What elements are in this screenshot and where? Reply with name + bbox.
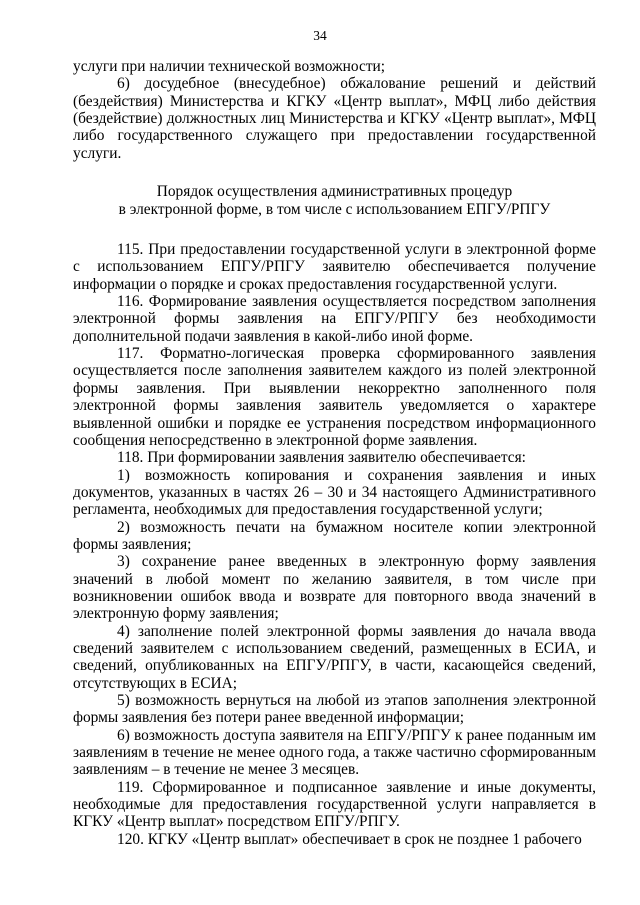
section-heading xyxy=(73,183,596,218)
paragraph: 115. При предоставлении государственной услуги в электронной форме с использованием ЕПГУ/РПГУ заявителю обеспечивается получение информации о порядке и сроках предоставления государственной услуги. xyxy=(73,241,596,293)
list-item: 4) заполнение полей электронной формы заявления до начала ввода сведений заявителем с использованием сведений, размещенных в ЕСИА, и сведений, опубликованных на ЕПГУ/РПГУ, в части, касающейся сведений, отсутствующих в ЕСИА; xyxy=(73,622,596,692)
paragraph: 119. Сформированное и подписанное заявление и иные документы, необходимые для предоставления государственной услуги направляется в КГКУ «Центр выплат» посредством ЕПГУ/РПГУ. xyxy=(73,778,596,831)
paragraph: 6) досудебное (внесудебное) обжалование решений и действий (бездействия) Министерства и КГКУ «Центр выплат», МФЦ либо действия (бездействие) должностных лиц Министерства и КГКУ «Центр выплат», МФЦ либо государственного служащего при предоставлении государственной услуги. xyxy=(73,75,596,162)
paragraph: 117. Форматно-логическая проверка сформированного заявления осуществляется после заполнения заявителем каждого из полей электронной формы заявления. При выявлении некорректно заполненного поля электронной формы заявления заявитель уведомляется о характере выявленной ошибки и порядке ее устранения посредством информационного сообщения непосредственно в электронной форме заявления. xyxy=(73,345,596,449)
section-heading-line: Порядок осуществления административных процедур xyxy=(156,183,513,201)
list-item: 3) сохранение ранее введенных в электронную форму заявления значений в любой момент по желанию заявителя, в том числе при возникновении ошибок ввода и возврате для повторного ввода значений в электронную форму заявления; xyxy=(73,553,596,623)
section-heading-line: в электронной форме, в том числе с использованием ЕПГУ/РПГУ xyxy=(118,200,551,218)
paragraph: услуги при наличии технической возможности; xyxy=(73,58,386,75)
list-item: 6) возможность доступа заявителя на ЕПГУ/РПГУ к ранее поданным им заявлениям в течение не менее одного года, а также частично сформированным заявлениям – в течение не менее 3 месяцев. xyxy=(73,726,596,779)
document-body xyxy=(73,58,596,848)
paragraph: 120. КГКУ «Центр выплат» обеспечивает в срок не позднее 1 рабочего xyxy=(117,830,582,848)
paragraph: 116. Формирование заявления осуществляется посредством заполнения электронной формы заявления на ЕПГУ/РПГУ без необходимости дополнительной подачи заявления в какой-либо иной форме. xyxy=(73,293,596,345)
list-item: 2) возможность печати на бумажном носителе копии электронной формы заявления; xyxy=(73,518,596,553)
page-number: 34 xyxy=(313,28,327,43)
list-item: 5) возможность вернуться на любой из этапов заполнения электронной формы заявления без потери ранее введенной информации; xyxy=(73,692,596,727)
list-item: 1) возможность копирования и сохранения заявления и иных документов, указанных в частях 26 – 30 и 34 настоящего Административного регламента, необходимых для предоставления государственной услуги; xyxy=(73,466,596,519)
paragraph: 118. При формировании заявления заявителю обеспечивается: xyxy=(117,449,526,467)
